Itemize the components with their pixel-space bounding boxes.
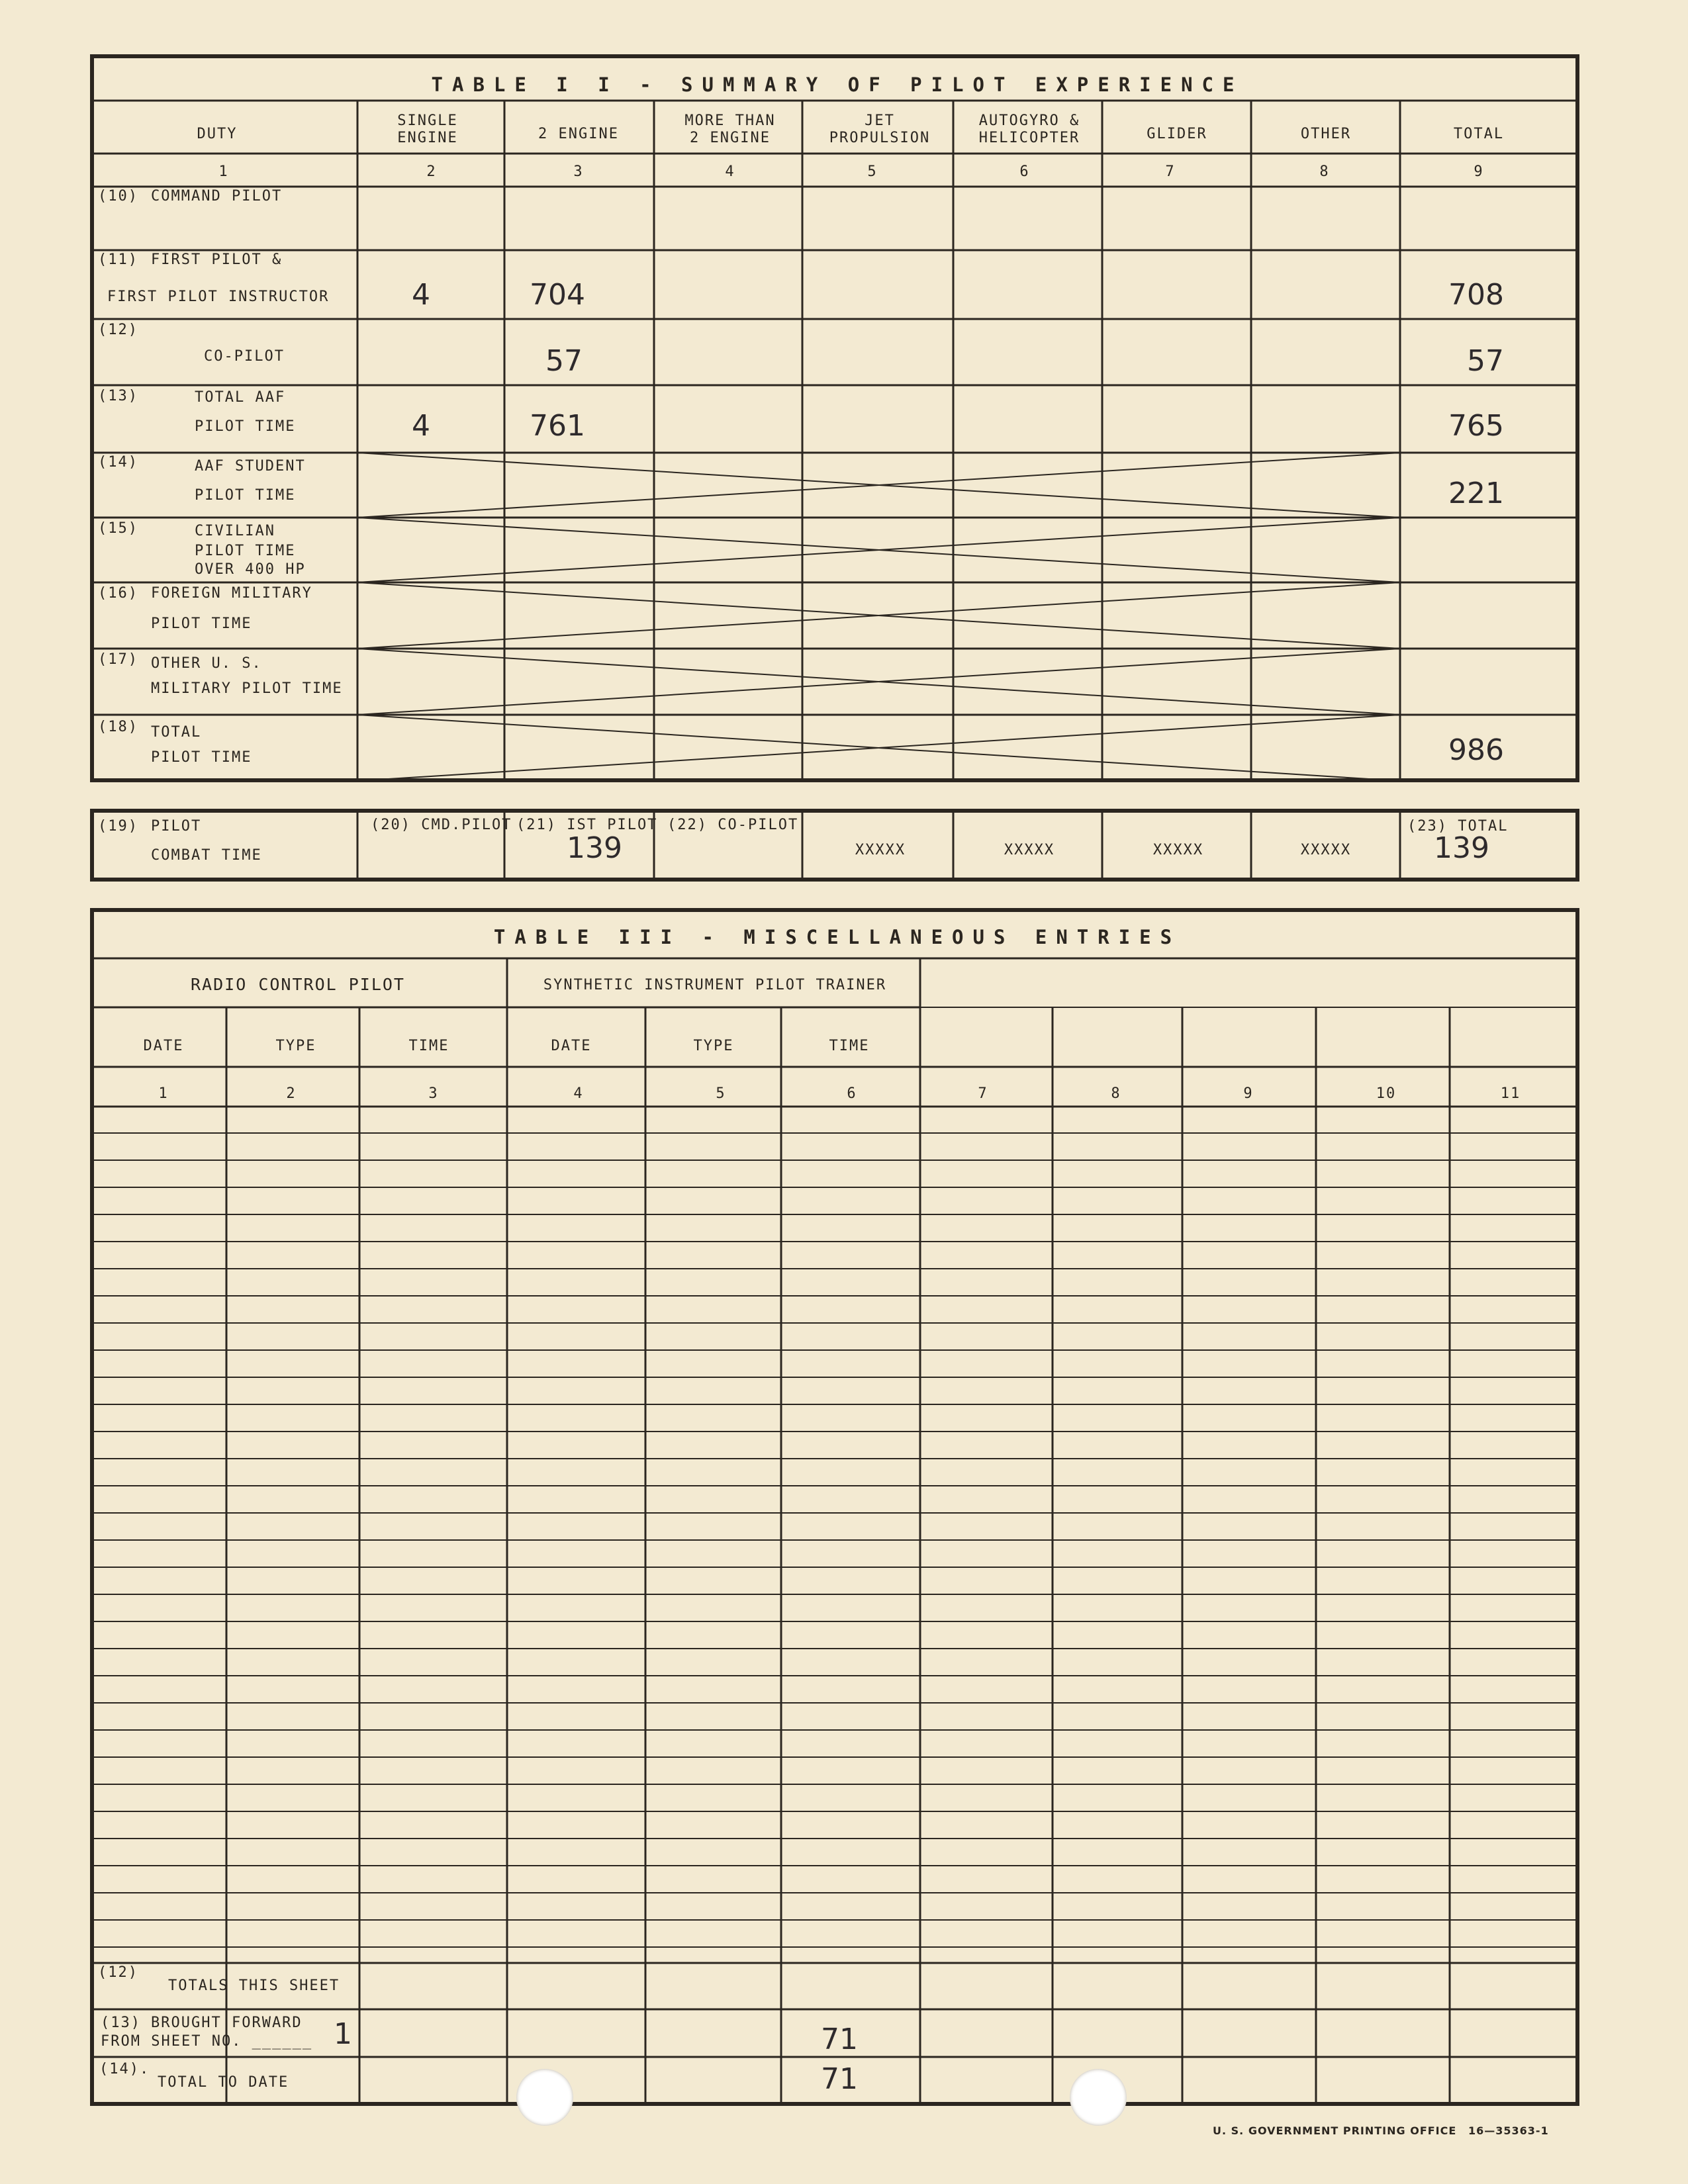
handwritten-value: 986 xyxy=(1448,733,1504,767)
col-number: 2 xyxy=(426,163,437,180)
col-header-two-engine: 2 ENGINE xyxy=(538,126,619,142)
row-label: OTHER U. S. xyxy=(151,655,262,672)
col-header-time: TIME xyxy=(408,1038,449,1054)
handwritten-value: 4 xyxy=(412,409,430,443)
col-header-type: TYPE xyxy=(693,1038,734,1054)
col-number: 1 xyxy=(218,163,229,180)
combat-cmd-pilot-label: (20) CMD.PILOT xyxy=(371,817,512,833)
table3-title: TABLE III - MISCELLANEOUS ENTRIES xyxy=(493,926,1182,948)
col-header-single-l2: ENGINE xyxy=(397,130,458,146)
row-label: PILOT TIME xyxy=(195,418,296,435)
col-number: 9 xyxy=(1474,163,1484,180)
row-label: PILOT TIME xyxy=(195,487,296,504)
total-to-date-label: TOTAL TO DATE xyxy=(158,2074,289,2091)
col-number: 5 xyxy=(716,1085,726,1102)
handwritten-value: 704 xyxy=(530,278,585,312)
combat-total-label: (23) TOTAL xyxy=(1407,818,1509,835)
col-number: 4 xyxy=(725,163,735,180)
from-sheet-label: FROM SHEET NO. ______ xyxy=(101,2033,313,2050)
row-label: COMMAND PILOT xyxy=(151,188,283,205)
col-header-time: TIME xyxy=(829,1038,870,1054)
combat-number: (19) xyxy=(98,818,138,835)
row-label: FIRST PILOT INSTRUCTOR xyxy=(107,289,330,305)
col-number: 8 xyxy=(1111,1085,1121,1102)
col-header-jet-l1: JET xyxy=(865,113,895,129)
handwritten-value: 4 xyxy=(412,278,430,312)
row-label: PILOT TIME xyxy=(151,615,252,632)
col-number: 8 xyxy=(1319,163,1330,180)
combat-blank: XXXXX xyxy=(1004,842,1055,858)
combat-label: PILOT xyxy=(151,818,202,835)
col-header-glider: GLIDER xyxy=(1147,126,1207,142)
col-number: 7 xyxy=(1165,163,1176,180)
handwritten-value: 708 xyxy=(1448,278,1504,312)
col-number: 3 xyxy=(428,1085,439,1102)
col-header-autogyro-l1: AUTOGYRO & xyxy=(978,113,1080,129)
row-number: (18) xyxy=(98,719,138,735)
col-header-duty: DUTY xyxy=(197,126,238,142)
combat-time-row xyxy=(90,809,1579,882)
row-number: (12) xyxy=(98,322,138,338)
row-number: (16) xyxy=(98,585,138,602)
col-header-single-l1: SINGLE xyxy=(397,113,458,129)
handwritten-value: 139 xyxy=(567,831,622,865)
col-number: 10 xyxy=(1376,1085,1397,1102)
row-label: CO-PILOT xyxy=(204,348,285,365)
group-synthetic-trainer: SYNTHETIC INSTRUMENT PILOT TRAINER xyxy=(543,977,887,993)
printer-imprint: U. S. GOVERNMENT PRINTING OFFICE xyxy=(1213,2124,1457,2137)
table-miscellaneous-entries xyxy=(90,908,1579,2106)
combat-blank: XXXXX xyxy=(855,842,906,858)
col-number: 3 xyxy=(573,163,584,180)
col-number: 2 xyxy=(286,1085,297,1102)
combat-first-pilot-label: (21) IST PILOT xyxy=(516,817,658,833)
table2-title: TABLE I I - SUMMARY OF PILOT EXPERIENCE xyxy=(431,73,1244,96)
row-number: (11) xyxy=(98,251,138,268)
col-number: 6 xyxy=(847,1085,857,1102)
row-label: MILITARY PILOT TIME xyxy=(151,680,343,697)
handwritten-sheet-number: 1 xyxy=(334,2017,352,2051)
row-number: (14) xyxy=(98,454,138,471)
col-header-jet-l2: PROPULSION xyxy=(829,130,931,146)
row-label: PILOT TIME xyxy=(151,749,252,766)
handwritten-value: 139 xyxy=(1434,831,1489,865)
handwritten-value: 765 xyxy=(1448,409,1504,443)
col-header-more-l2: 2 ENGINE xyxy=(690,130,771,146)
row-number: (17) xyxy=(98,651,138,668)
row-number: (12) xyxy=(98,1964,138,1981)
handwritten-value: 57 xyxy=(1467,344,1504,378)
row-number: (13) xyxy=(101,2015,141,2031)
combat-blank: XXXXX xyxy=(1300,842,1352,858)
form-code: 16—35363-1 xyxy=(1468,2124,1549,2137)
row-label: AAF STUDENT xyxy=(195,458,306,475)
row-number: (15) xyxy=(98,520,138,537)
row-label: PILOT TIME xyxy=(195,543,296,559)
brought-forward-label: BROUGHT FORWARD xyxy=(151,2015,303,2031)
punch-hole xyxy=(516,2069,573,2126)
handwritten-value: 761 xyxy=(530,409,585,443)
row-label: OVER 400 HP xyxy=(195,561,306,578)
combat-co-pilot-label: (22) CO-PILOT xyxy=(667,817,799,833)
col-number: 1 xyxy=(158,1085,169,1102)
row-number: (14). xyxy=(99,2061,150,2077)
combat-label: COMBAT TIME xyxy=(151,847,262,864)
group-radio-control-pilot: RADIO CONTROL PILOT xyxy=(191,975,405,994)
col-number: 5 xyxy=(867,163,878,180)
col-number: 11 xyxy=(1500,1085,1521,1102)
combat-blank: XXXXX xyxy=(1152,842,1204,858)
col-header-date: DATE xyxy=(551,1038,592,1054)
punch-hole xyxy=(1070,2069,1127,2126)
row-number: (13) xyxy=(98,388,138,404)
handwritten-value: 71 xyxy=(821,2062,858,2096)
col-header-autogyro-l2: HELICOPTER xyxy=(978,130,1080,146)
col-header-type: TYPE xyxy=(275,1038,316,1054)
col-header-date: DATE xyxy=(143,1038,184,1054)
col-number: 4 xyxy=(573,1085,584,1102)
col-number: 6 xyxy=(1019,163,1030,180)
handwritten-value: 71 xyxy=(821,2023,858,2056)
col-header-total: TOTAL xyxy=(1453,126,1505,142)
col-header-other: OTHER xyxy=(1300,126,1352,142)
table-summary-of-pilot-experience xyxy=(90,54,1579,782)
col-number: 9 xyxy=(1243,1085,1254,1102)
row-label: CIVILIAN xyxy=(195,523,275,539)
handwritten-value: 221 xyxy=(1448,477,1504,510)
row-label: FIRST PILOT & xyxy=(151,251,283,268)
row-label: TOTAL xyxy=(151,724,202,741)
row-label: TOTAL AAF xyxy=(195,389,286,406)
handwritten-value: 57 xyxy=(545,344,583,378)
row-label: FOREIGN MILITARY xyxy=(151,585,312,602)
col-number: 7 xyxy=(978,1085,988,1102)
totals-this-sheet-label: TOTALS THIS SHEET xyxy=(168,1978,340,1994)
row-number: (10) xyxy=(98,188,138,205)
col-header-more-l1: MORE THAN xyxy=(684,113,776,129)
